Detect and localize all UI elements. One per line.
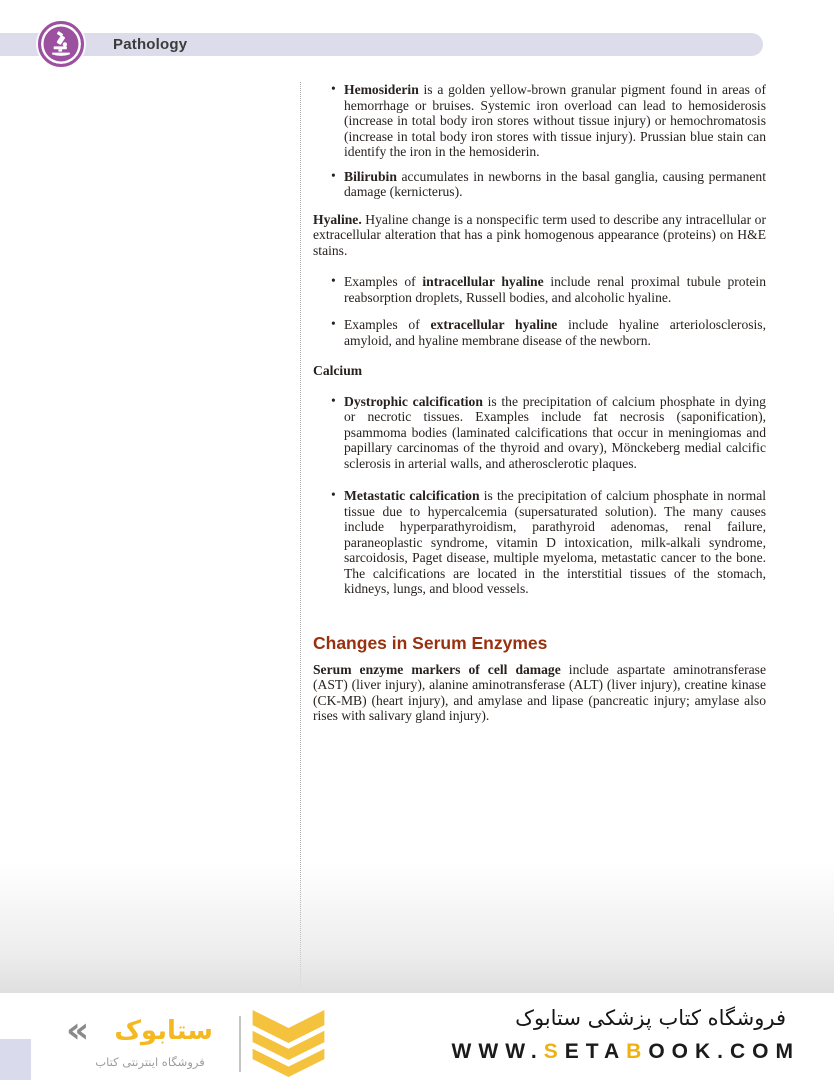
corner-decoration: [0, 1039, 31, 1080]
logo-wordmark-text: ستابوک: [114, 1016, 213, 1046]
paragraph-hyaline: Hyaline. Hyaline change is a nonspecific term used to describe any intracellular or extracellular alteration that has a pink homogenous appearance (proteins) on H&E stains.: [313, 211, 766, 258]
heading-calcium: Calcium: [313, 363, 363, 378]
chapter-title: Pathology: [113, 36, 188, 53]
bullet-text: Examples of extracellular hyaline include hyaline arteriolosclerosis, amyloid, and hyaline membrane disease of the newborn.: [344, 317, 766, 348]
setabook-chevron-emblem-icon: [250, 1010, 327, 1078]
microscope-badge: [38, 21, 84, 67]
microscope-icon: [48, 31, 74, 57]
setabook-logo-wordmark[interactable]: [66, 1010, 234, 1069]
bullet-metastatic-calcification: [313, 488, 766, 597]
bullet-extracellular-hyaline: [313, 317, 766, 348]
bullet-marker: •: [331, 487, 336, 502]
guillemet-icon: «: [66, 1010, 90, 1051]
bullet-text: Bilirubin accumulates in newborns in the basal ganglia, causing permanent damage (kernicterus).: [344, 168, 766, 199]
bullet-marker: •: [331, 392, 336, 408]
website-link[interactable]: WWW.SETABOOK.COM: [451, 1040, 800, 1063]
paragraph-serum-enzymes: Serum enzyme markers of cell damage include aspartate aminotransferase (AST) (liver injury), alanine aminotransferase (ALT) (liver injury), creatine kinase (CK-MB) (heart injury), and amylase and lipase (pancreatic injury; amylase also rises with salivary gland injury).: [313, 661, 767, 723]
logo-divider: [239, 1016, 241, 1072]
text-column: [313, 82, 766, 724]
page-bottom-shadow: [0, 862, 834, 993]
bullet-text: Metastatic calcification is the precipitation of calcium phosphate in normal tissue due to hypercalcemia (supersaturated solution). The many causes include hyperparathyroidism, parathyroid adenomas, renal failure, paraneoplastic syndrome, vitamin D intoxication, milk-alkali syndrome, sarcoidosis, Paget disease, multiple myeloma, metastatic cancer to the bone. The calcifications are located in the interstitial tissues of the stomach, kidneys, lungs, and blood vessels.: [344, 488, 766, 596]
store-name-farsi: فروشگاه کتاب پزشکی ستابوک: [515, 1006, 786, 1030]
bullet-hemosiderin: [313, 82, 766, 160]
dotted-divider: [300, 82, 301, 993]
bullet-marker: •: [331, 273, 336, 288]
bullet-bilirubin: [313, 169, 766, 200]
bullet-intracellular-hyaline: [313, 274, 766, 305]
bullet-marker: •: [331, 167, 336, 183]
bullet-marker: •: [331, 81, 336, 96]
logo-tagline: فروشگاه اینترنتی کتاب: [95, 1055, 205, 1069]
bullet-marker: •: [331, 316, 336, 331]
bullet-dystrophic-calcification: [313, 394, 766, 472]
bullet-text: Examples of intracellular hyaline include renal proximal tubule protein reabsorption droplets, Russell bodies, and alcoholic hyaline.: [344, 274, 766, 305]
bullet-text: Dystrophic calcification is the precipitation of calcium phosphate in dying or necrotic tissues. Examples include fat necrosis (saponification), psammoma bodies (laminated calcifications that occur in meningiomas and papillary carcinomas of the thyroid and ovary), Mönckeberg medial calcific sclerosis in arterial walls, and atherosclerotic plaques.: [344, 393, 766, 471]
bullet-text: Hemosiderin is a golden yellow-brown granular pigment found in areas of hemorrhage or bruises. Systemic iron overload can lead to hemosiderosis (increase in total body iron stores without tissue injury) or hemochromatosis (increase in total body iron stores with tissue injury). Prussian blue stain can identify the iron in the hemosiderin.: [344, 82, 766, 159]
section-heading-serum-enzymes: Changes in Serum Enzymes: [313, 632, 548, 653]
